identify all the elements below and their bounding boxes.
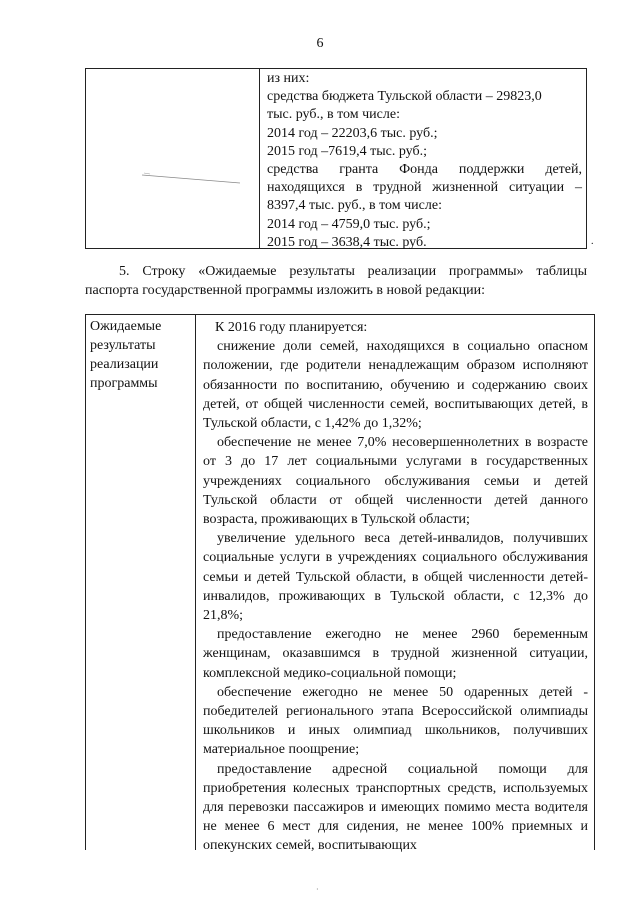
amendment-paragraph: [85, 262, 587, 300]
stray-mark: ·: [316, 885, 319, 894]
budget-line: 8397,4 тыс. руб., в том числе:: [267, 198, 442, 214]
result-item: предоставление адресной социальной помощи для приобретения колесных транспортных средств, используемых для перевозки пассажиров и имеющих помимо места водителя не менее 6 мест для сидения, не менее 100% приемных и опекунских семей, воспитывающих: [203, 761, 588, 854]
result-item: предоставление ежегодно не менее 2960 беременным женщинам, оказавшимся в трудной жизненной ситуации, комплексной медико-социальной помощи;: [203, 627, 588, 681]
budget-line: средства бюджета Тульской области – 29823,0: [267, 89, 542, 105]
budget-line: тыс. руб., в том числе:: [267, 107, 400, 123]
budget-line: находящихся в трудной жизненной ситуации –: [267, 180, 582, 196]
label-line: Ожидаемые: [90, 319, 162, 334]
expected-results-content-cell: [203, 318, 588, 856]
expected-results-label-cell: [86, 315, 196, 850]
label-line: реализации: [90, 357, 159, 372]
pen-mark: [140, 171, 242, 185]
paragraph-line: паспорта государственной программы изложить в новой редакции:: [85, 283, 486, 298]
results-lead: К 2016 году планируется:: [215, 320, 368, 335]
label-line: программы: [90, 376, 158, 391]
budget-line: 2015 год –7619,4 тыс. руб.;: [267, 143, 427, 159]
stray-mark: .: [591, 236, 594, 247]
budget-table-right-cell: [267, 70, 582, 252]
result-item: снижение доли семей, находящихся в социально опасном положении, где родители ненадлежащим образом исполняют обязанности по воспитанию, обучению и содержанию своих детей, от общей численности семей, воспитывающих детей, в Тульской области, с 1,42% до 1,32%;: [203, 339, 588, 432]
budget-line: 2015 год – 3638,4 тыс. руб.: [267, 234, 427, 250]
label-line: результаты: [90, 338, 156, 353]
budget-table: [85, 68, 587, 249]
result-item: обеспечение не менее 7,0% несовершеннолетних в возрасте от 3 до 17 лет социальными услугами в государственных учреждениях социального обслуживания семьи и детей Тульской области от общей численности детей данного возраста, проживающих в Тульской области;: [203, 435, 588, 528]
budget-line: средства гранта Фонда поддержки детей,: [267, 162, 582, 178]
budget-line: из них:: [267, 71, 310, 86]
budget-table-left-cell: [86, 69, 260, 248]
budget-line: 2014 год – 22203,6 тыс. руб.;: [267, 125, 438, 141]
expected-results-table: [85, 314, 595, 854]
paragraph-line: 5. Строку «Ожидаемые результаты реализации программы» таблицы: [119, 264, 587, 279]
page-number: 6: [316, 36, 324, 51]
result-item: обеспечение ежегодно не менее 50 одаренных детей - победителей регионального этапа Всероссийской олимпиады школьников и иных олимпиад школьников, получивших материальное поощрение;: [203, 684, 588, 758]
result-item: увеличение удельного веса детей-инвалидов, получивших социальные услуги в учреждениях социального обслуживания семьи и детей Тульской области, в общей численности детей-инвалидов, проживающих в Тульской области, с 12,3% до 21,8%;: [203, 531, 588, 624]
budget-line: 2014 год – 4759,0 тыс. руб.;: [267, 216, 431, 232]
